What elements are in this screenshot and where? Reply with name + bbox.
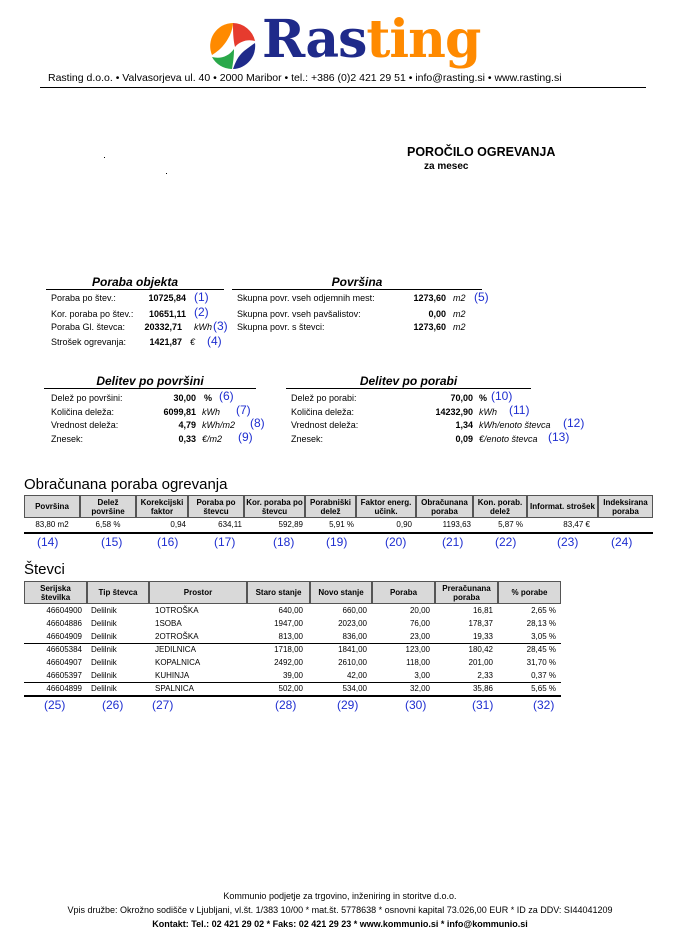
obracunana-title: Obračunana poraba ogrevanja bbox=[24, 476, 228, 493]
table-cell: 3,05 % bbox=[531, 632, 556, 641]
table-header-cell: Staro stanje bbox=[247, 581, 310, 604]
row-label: Poraba po štev.: bbox=[51, 293, 116, 303]
section-title-povrsina: Površina bbox=[331, 275, 383, 289]
ref-number: (5) bbox=[474, 290, 489, 304]
row-label: Strošek ogrevanja: bbox=[51, 337, 127, 347]
ref-number: (8) bbox=[250, 416, 265, 430]
ref-number: (6) bbox=[219, 389, 234, 403]
table-cell: 19,33 bbox=[472, 632, 493, 641]
table-cell: 28,13 % bbox=[526, 619, 556, 628]
section-rule bbox=[232, 289, 482, 290]
table-cell: 76,00 bbox=[409, 619, 430, 628]
table-cell: 23,00 bbox=[409, 632, 430, 641]
footer-contact: Kontakt: Tel.: 02 421 29 02 * Faks: 02 421 29 23 * www.kommunio.si * info@kommunio.si bbox=[152, 919, 528, 929]
table-cell: 640,00 bbox=[278, 606, 303, 615]
row-value: 10725,84 bbox=[148, 293, 186, 303]
table-bottom-rule bbox=[24, 532, 653, 534]
ref-number: (20) bbox=[385, 535, 407, 549]
table-cell: 46604900 bbox=[46, 606, 82, 615]
row-label: Skupna povr. vseh pavšalistov: bbox=[237, 309, 361, 319]
section-title-delitev-porabi: Delitev po porabi bbox=[359, 374, 458, 388]
row-label: Poraba Gl. števca: bbox=[51, 322, 126, 332]
row-unit: % bbox=[479, 393, 488, 403]
row-unit: kWh bbox=[194, 322, 212, 332]
report-title: POROČILO OGREVANJA bbox=[407, 145, 556, 159]
row-label: Skupna povr. vseh odjemnih mest: bbox=[237, 293, 375, 303]
row-unit: kWh/enoto števca bbox=[479, 420, 551, 430]
table-cell: 178,37 bbox=[468, 619, 493, 628]
row-value: 70,00 bbox=[450, 393, 473, 403]
ref-number: (19) bbox=[326, 535, 348, 549]
table-header-cell: Faktor energ. učink. bbox=[356, 495, 416, 518]
table-cell: 5,65 % bbox=[531, 684, 556, 693]
table-cell: 1718,00 bbox=[274, 645, 303, 654]
table-cell: 5,91 % bbox=[329, 520, 354, 529]
table-cell: 5,87 % bbox=[498, 520, 523, 529]
table-cell: 39,00 bbox=[282, 671, 303, 680]
table-cell: 0,37 % bbox=[531, 671, 556, 680]
row-value: 6099,81 bbox=[163, 407, 196, 417]
ref-number: (22) bbox=[495, 535, 517, 549]
table-cell: 0,94 bbox=[170, 520, 186, 529]
table-cell: 28,45 % bbox=[526, 645, 556, 654]
company-address: Rasting d.o.o. • Valvasorjeva ul. 40 • 2000 Maribor • tel.: +386 (0)2 421 29 51 • info@rasting.si • www.rasting.si bbox=[48, 72, 562, 84]
table-cell: 35,86 bbox=[472, 684, 493, 693]
table-header-cell: Delež površine bbox=[80, 495, 136, 518]
footer-registration: Vpis družbe: Okrožno sodišče v Ljubljani, vl.št. 1/383 10/00 * mat.št. 5778638 * osnovni kapital 73.026,00 EUR * ID za DDV: SI44041209 bbox=[67, 905, 613, 915]
table-cell: 6,58 % bbox=[95, 520, 121, 529]
table-cell: Delilnik bbox=[91, 619, 117, 628]
table-header-cell: Površina bbox=[24, 495, 80, 518]
row-unit: kWh bbox=[479, 407, 497, 417]
row-value: 1,34 bbox=[455, 420, 473, 430]
row-label: Vrednost deleža: bbox=[291, 420, 359, 430]
row-unit: % bbox=[204, 393, 213, 403]
table-cell: 83,47 € bbox=[563, 520, 590, 529]
table-header-cell: Novo stanje bbox=[310, 581, 372, 604]
row-value: 1273,60 bbox=[413, 293, 446, 303]
row-label: Vrednost deleža: bbox=[51, 420, 119, 430]
table-header-cell: Informat. strošek bbox=[527, 495, 598, 518]
table-cell: 46605384 bbox=[46, 645, 82, 654]
table-cell: JEDILNICA bbox=[155, 645, 196, 654]
table-cell: 180,42 bbox=[468, 645, 493, 654]
row-value: 10651,11 bbox=[148, 309, 186, 319]
ref-number: (29) bbox=[337, 698, 359, 712]
table-cell: 2492,00 bbox=[274, 658, 303, 667]
rasting-logo-text: Rasting bbox=[262, 9, 481, 70]
row-value: 1421,87 bbox=[149, 337, 182, 347]
row-label: Količina deleža: bbox=[51, 407, 115, 417]
section-title-poraba-objekta: Poraba objekta bbox=[91, 275, 179, 289]
table-cell: KUHINJA bbox=[155, 671, 190, 680]
ref-number: (17) bbox=[214, 535, 236, 549]
row-label: Količina deleža: bbox=[291, 407, 355, 417]
ref-number: (1) bbox=[194, 290, 209, 304]
table-cell: 2,33 bbox=[477, 671, 493, 680]
ref-number: (15) bbox=[101, 535, 123, 549]
table-header-cell: Indeksirana poraba bbox=[598, 495, 653, 518]
row-value: 30,00 bbox=[173, 393, 196, 403]
ref-number: (31) bbox=[472, 698, 494, 712]
row-label: Kor. poraba po štev.: bbox=[51, 309, 134, 319]
ref-number: (14) bbox=[37, 535, 59, 549]
table-cell: 3,00 bbox=[414, 671, 430, 680]
row-value: 1273,60 bbox=[413, 322, 446, 332]
table-cell: Delilnik bbox=[91, 606, 117, 615]
table-cell: 2OTROŠKA bbox=[155, 632, 199, 641]
row-label: Skupna povr. s števci: bbox=[237, 322, 325, 332]
ref-number: (4) bbox=[207, 334, 222, 348]
ref-number: (9) bbox=[238, 430, 253, 444]
table-header-cell: Poraba bbox=[372, 581, 435, 604]
table-cell: 31,70 % bbox=[526, 658, 556, 667]
table-cell: 1OTROŠKA bbox=[155, 606, 199, 615]
row-value: 4,79 bbox=[178, 420, 196, 430]
row-label: Znesek: bbox=[51, 434, 84, 444]
table-cell: 83,80 m2 bbox=[35, 520, 69, 529]
table-header-cell: Poraba po števcu bbox=[188, 495, 244, 518]
ref-number: (32) bbox=[533, 698, 555, 712]
row-value: 0,33 bbox=[178, 434, 196, 444]
ref-number: (25) bbox=[44, 698, 66, 712]
table-cell: 1193,63 bbox=[442, 520, 471, 529]
table-header-cell: Prostor bbox=[149, 581, 247, 604]
table-cell: 1SOBA bbox=[155, 619, 182, 628]
row-value: 14232,90 bbox=[435, 407, 473, 417]
table-header-cell: Obračunana poraba bbox=[416, 495, 473, 518]
rasting-logo-mark bbox=[208, 21, 258, 71]
table-header-cell: Tip števca bbox=[87, 581, 149, 604]
section-title-delitev-povrsini: Delitev po površini bbox=[96, 374, 204, 388]
table-cell: 2610,00 bbox=[338, 658, 367, 667]
table-header-cell: Kon. porab. delež bbox=[473, 495, 527, 518]
table-cell: 0,90 bbox=[396, 520, 412, 529]
row-value: 20332,71 bbox=[144, 322, 182, 332]
table-header-cell: % porabe bbox=[498, 581, 561, 604]
table-cell: SPALNICA bbox=[155, 684, 194, 693]
table-cell: 2023,00 bbox=[338, 619, 367, 628]
ref-number: (24) bbox=[611, 535, 633, 549]
ref-number: (16) bbox=[157, 535, 179, 549]
ref-number: (12) bbox=[563, 416, 585, 430]
table-cell: 1841,00 bbox=[338, 645, 367, 654]
row-label: Delež po porabi: bbox=[291, 393, 357, 403]
footer-company: Kommunio podjetje za trgovino, inženiring in storitve d.o.o. bbox=[223, 891, 457, 901]
table-cell: 42,00 bbox=[346, 671, 367, 680]
table-cell: 201,00 bbox=[468, 658, 493, 667]
table-cell: 32,00 bbox=[409, 684, 430, 693]
table-cell: 502,00 bbox=[278, 684, 303, 693]
table-cell: 634,11 bbox=[218, 520, 242, 529]
table-cell: Delilnik bbox=[91, 684, 117, 693]
row-unit: €/enoto števca bbox=[479, 434, 538, 444]
table-cell: 46604909 bbox=[46, 632, 82, 641]
row-label: Znesek: bbox=[291, 434, 324, 444]
stevci-title: Števci bbox=[24, 561, 65, 578]
ref-number: (11) bbox=[509, 403, 530, 417]
table-cell: 46604886 bbox=[46, 619, 82, 628]
table-cell: 46604907 bbox=[46, 658, 82, 667]
row-unit: m2 bbox=[453, 309, 466, 319]
ref-number: (21) bbox=[442, 535, 464, 549]
table-cell: 118,00 bbox=[406, 658, 430, 667]
ref-number: (7) bbox=[236, 403, 251, 417]
ref-number: (10) bbox=[491, 389, 513, 403]
table-cell: 836,00 bbox=[342, 632, 367, 641]
table-cell: 660,00 bbox=[342, 606, 367, 615]
row-unit: € bbox=[190, 337, 196, 347]
report-subtitle: za mesec bbox=[424, 161, 469, 172]
ref-number: (2) bbox=[194, 305, 209, 319]
ref-number: (13) bbox=[548, 430, 570, 444]
row-unit: kWh/m2 bbox=[202, 420, 236, 430]
row-label: Delež po površini: bbox=[51, 393, 123, 403]
row-value: 0,00 bbox=[428, 309, 446, 319]
table-cell: 592,89 bbox=[278, 520, 303, 529]
table-header-cell: Porabniški delež bbox=[305, 495, 356, 518]
ref-number: (28) bbox=[275, 698, 297, 712]
header-divider bbox=[40, 87, 646, 88]
row-unit: kWh bbox=[202, 407, 220, 417]
ref-number: (18) bbox=[273, 535, 295, 549]
table-cell: 20,00 bbox=[409, 606, 430, 615]
row-unit: m2 bbox=[453, 322, 466, 332]
table-header-cell: Kor. poraba po števcu bbox=[244, 495, 305, 518]
table-cell: 1947,00 bbox=[274, 619, 303, 628]
table-cell: 2,65 % bbox=[531, 606, 556, 615]
table-cell: 813,00 bbox=[278, 632, 303, 641]
table-cell: Delilnik bbox=[91, 658, 117, 667]
row-unit: m2 bbox=[453, 293, 466, 303]
table-cell: Delilnik bbox=[91, 645, 117, 654]
row-value: 0,09 bbox=[455, 434, 473, 444]
table-cell: 46605397 bbox=[46, 671, 82, 680]
table-cell: KOPALNICA bbox=[155, 658, 201, 667]
table-bottom-rule bbox=[24, 695, 561, 697]
table-cell: 16,81 bbox=[472, 606, 493, 615]
ref-number: (30) bbox=[405, 698, 427, 712]
table-header-cell: Serijska številka bbox=[24, 581, 87, 604]
ref-number: (26) bbox=[102, 698, 124, 712]
table-header-cell: Preračunana poraba bbox=[435, 581, 498, 604]
table-cell: Delilnik bbox=[91, 632, 117, 641]
table-cell: 534,00 bbox=[342, 684, 367, 693]
dot-mark bbox=[166, 173, 167, 174]
dot-mark bbox=[104, 157, 105, 158]
row-unit: €/m2 bbox=[202, 434, 223, 444]
ref-number: (3) bbox=[213, 319, 228, 333]
ref-number: (27) bbox=[152, 698, 174, 712]
table-cell: 123,00 bbox=[405, 645, 430, 654]
table-cell: 46604899 bbox=[46, 684, 82, 693]
table-cell: Delilnik bbox=[91, 671, 117, 680]
ref-number: (23) bbox=[557, 535, 579, 549]
table-header-cell: Korekcijski faktor bbox=[136, 495, 188, 518]
